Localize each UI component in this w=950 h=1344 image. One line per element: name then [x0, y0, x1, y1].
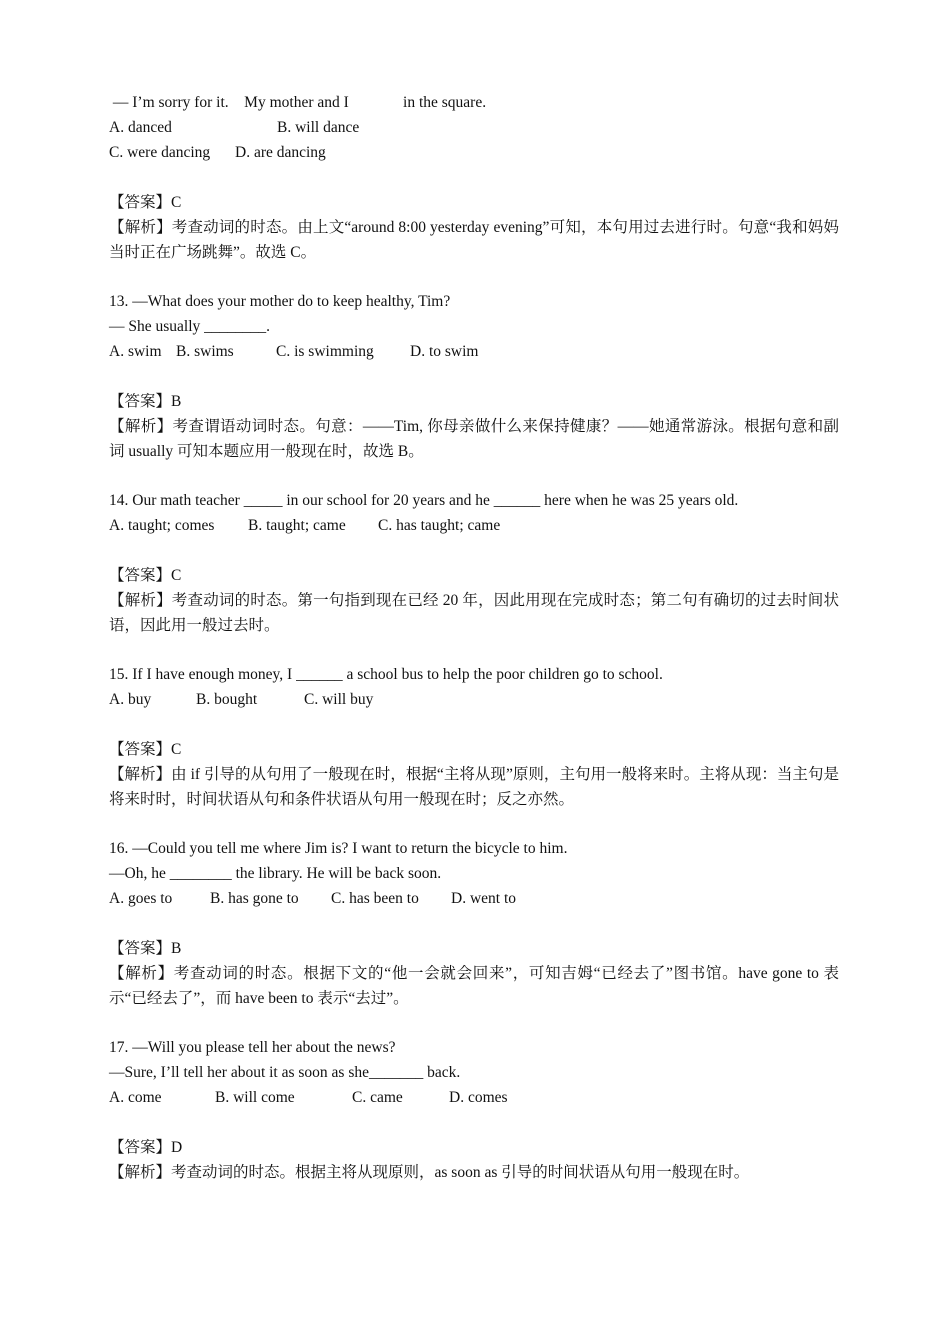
option-c: C. has taught; came	[378, 517, 501, 534]
option-c: C. were dancing	[109, 144, 211, 161]
answer-line: 【答案】C	[109, 193, 182, 211]
option-a: A. goes to	[109, 890, 173, 907]
options-row	[109, 886, 839, 911]
option-d: D. are dancing	[235, 144, 326, 161]
question-line: —Oh, he ________ the library. He will be back soon.	[109, 865, 442, 882]
option-c: C. came	[352, 1089, 403, 1106]
question-13	[109, 289, 839, 464]
answer-line: 【答案】B	[109, 392, 182, 410]
answer-line: 【答案】B	[109, 939, 182, 957]
option-c: C. will buy	[304, 691, 374, 708]
question-line: — I’m sorry for it. My mother and I in the square.	[109, 94, 487, 111]
question-15	[109, 662, 839, 812]
option-c: C. is swimming	[276, 343, 374, 360]
option-d: D. went to	[451, 890, 517, 907]
question-line: 15. If I have enough money, I ______ a school bus to help the poor children go to school.	[109, 666, 663, 683]
option-c: C. has been to	[331, 890, 419, 907]
option-b: B. swims	[176, 343, 234, 360]
option-b: B. taught; came	[248, 517, 346, 534]
document-page	[109, 90, 839, 1185]
analysis-text: 【解析】考查动词的时态。第一句指到现在已经 20 年，因此用现在完成时态；第二句有确切的过去时间状语，因此用一般过去时。	[109, 591, 839, 634]
question-17	[109, 1035, 839, 1185]
option-d: D. to swim	[410, 343, 479, 360]
option-a: A. taught; comes	[109, 517, 215, 534]
option-d: D. comes	[449, 1089, 508, 1106]
question-line: 13. —What does your mother do to keep healthy, Tim?	[109, 293, 451, 310]
option-a: A. danced	[109, 119, 172, 136]
option-b: B. will come	[215, 1089, 295, 1106]
option-b: B. bought	[196, 691, 258, 708]
question-12	[109, 90, 839, 265]
answer-line: 【答案】C	[109, 740, 182, 758]
options-row	[109, 1085, 839, 1110]
question-line: 17. —Will you please tell her about the news?	[109, 1039, 396, 1056]
question-16	[109, 836, 839, 1011]
option-b: B. has gone to	[210, 890, 299, 907]
answer-line: 【答案】C	[109, 566, 182, 584]
analysis-text: 【解析】考查谓语动词时态。句意：——Tim, 你母亲做什么来保持健康？——她通常游泳。根据句意和副词 usually 可知本题应用一般现在时，故选 B。	[109, 417, 839, 460]
answer-line: 【答案】D	[109, 1138, 183, 1156]
options-row	[109, 339, 839, 364]
question-line: 14. Our math teacher _____ in our school for 20 years and he ______ here when he was 25 years old.	[109, 492, 739, 509]
question-line: — She usually ________.	[109, 318, 271, 335]
analysis-text: 【解析】考查动词的时态。由上文“around 8:00 yesterday evening”可知，本句用过去进行时。句意“我和妈妈当时正在广场跳舞”。故选 C。	[109, 218, 839, 261]
analysis-text: 【解析】考查动词的时态。根据下文的“他一会就会回来”，可知吉姆“已经去了”图书馆。have gone to 表示“已经去了”，而 have been to 表示“去过”。	[109, 964, 839, 1007]
question-line: —Sure, I’ll tell her about it as soon as she_______ back.	[109, 1064, 461, 1081]
question-line: 16. —Could you tell me where Jim is? I want to return the bicycle to him.	[109, 840, 568, 857]
option-a: A. swim	[109, 343, 162, 360]
option-b: B. will dance	[277, 119, 360, 136]
analysis-text: 【解析】由 if 引导的从句用了一般现在时，根据“主将从现”原则，主句用一般将来时。主将从现：当主句是将来时时，时间状语从句和条件状语从句用一般现在时；反之亦然。	[109, 765, 839, 808]
option-a: A. come	[109, 1089, 162, 1106]
options-row	[109, 687, 839, 712]
options-row	[109, 513, 839, 538]
question-14	[109, 488, 839, 638]
analysis-text: 【解析】考查动词的时态。根据主将从现原则，as soon as 引导的时间状语从句用一般现在时。	[109, 1163, 750, 1181]
options-row	[109, 115, 839, 140]
options-row	[109, 140, 839, 165]
option-a: A. buy	[109, 691, 152, 708]
